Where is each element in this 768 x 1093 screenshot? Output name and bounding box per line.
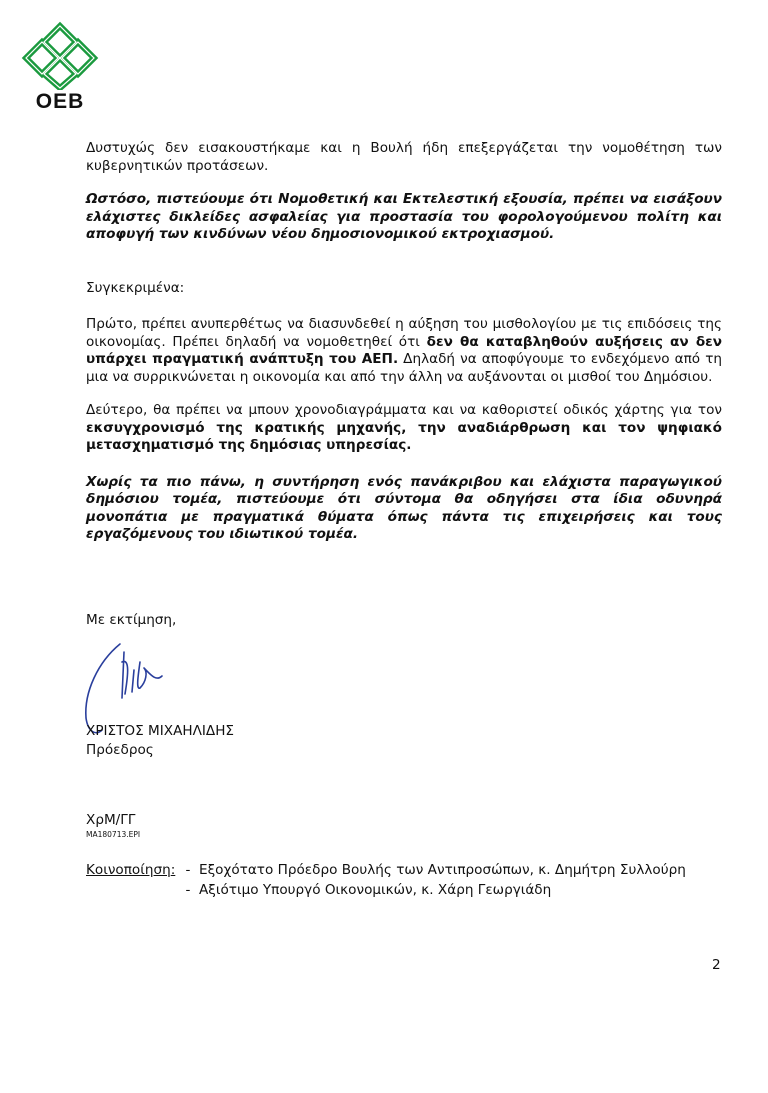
- distribution-recipient: Εξοχότατο Πρόεδρο Βουλής των Αντιπροσώπων, κ. Δημήτρη Συλλούρη: [199, 862, 686, 878]
- distribution-bullet: -: [185, 862, 191, 878]
- distribution-recipient: Αξιότιμο Υπουργό Οικονομικών, κ. Χάρη Γεωργιάδη: [199, 882, 552, 898]
- oeb-logo: [18, 20, 102, 120]
- page-number: 2: [712, 957, 721, 973]
- paragraph-second-point: [86, 402, 722, 455]
- distribution-bullet: -: [185, 882, 191, 898]
- distribution-list: [86, 860, 686, 900]
- distribution-label-text: Κοινοποίηση: [86, 862, 171, 878]
- paragraph-conclusion: Χωρίς τα πιο πάνω, η συντήρηση ενός πανάκριβου και ελάχιστα παραγωγικού δημόσιου τομέα, πιστεύουμε ότι σύντομα θα οδηγήσει στα ίδια οδυνηρά μονοπάτια με πραγματικά θύματα όπως πάντα τις επιχειρήσεις και τους εργαζόμενους του ιδιωτικού τομέα.: [86, 473, 722, 542]
- paragraph-first-point: [86, 316, 722, 386]
- reference-initials: ΧρΜ/ΓΓ: [86, 812, 136, 828]
- second-point-emphasis: εκσυγχρονισμό της κρατικής μηχανής, την αναδιάρθρωση και τον ψηφιακό μετασχηματισμό της δημόσιας υπηρεσίας.: [86, 419, 722, 453]
- distribution-label: [86, 860, 181, 880]
- logo-text: OEB: [35, 90, 85, 113]
- distribution-row: [86, 860, 686, 880]
- second-point-text: Δεύτερο, θα πρέπει να μπουν χρονοδιαγράμματα και να καθοριστεί οδικός χάρτης για τον: [86, 402, 722, 418]
- signer-block: [86, 722, 234, 760]
- distribution-separator: :: [170, 862, 176, 878]
- paragraph-safeguards: Ωστόσο, πιστεύουμε ότι Νομοθετική και Εκτελεστική εξουσία, πρέπει να εισάξουν ελάχιστες δικλείδες ασφαλείας για προστασία του φορολογούμενου πολίτη και αποφυγή των κινδύνων νέου δημοσιονομικού εκτροχιασμού.: [86, 191, 722, 242]
- first-point-emphasis: δεν θα καταβληθούν αυξήσεις αν δεν υπάρχει πραγματική ανάπτυξη του ΑΕΠ.: [86, 333, 722, 367]
- first-point-text: Πρώτο, πρέπει ανυπερθέτως να διασυνδεθεί η αύξηση του μισθολογίου με τις επιδόσεις της οικονομίας. Πρέπει δηλαδή να νομοθετηθεί ότι: [86, 316, 722, 350]
- signer-title: Πρόεδρος: [86, 742, 154, 758]
- reference-code: MA180713.EPI: [86, 830, 141, 839]
- letter-body: [86, 140, 722, 544]
- logo-rings-icon: [18, 20, 102, 90]
- first-point-continuation: Δηλαδή να αποφύγουμε το ενδεχόμενο από τη μια να συρρικνώνεται η οικονομία και από την άλλη να αυξάνονται οι μισθοί του Δημόσιου.: [86, 351, 722, 385]
- paragraph-specifically: Συγκεκριμένα:: [86, 279, 185, 296]
- closing-salutation: Με εκτίμηση,: [86, 612, 177, 628]
- distribution-row: [86, 880, 686, 900]
- signer-name: ΧΡΙΣΤΟΣ ΜΙΧΑΗΛΙΔΗΣ: [86, 723, 235, 739]
- paragraph-intro: Δυστυχώς δεν εισακουστήκαμε και η Βουλή ήδη επεξεργάζεται την νομοθέτηση των κυβερνητικών προτάσεων.: [86, 140, 722, 174]
